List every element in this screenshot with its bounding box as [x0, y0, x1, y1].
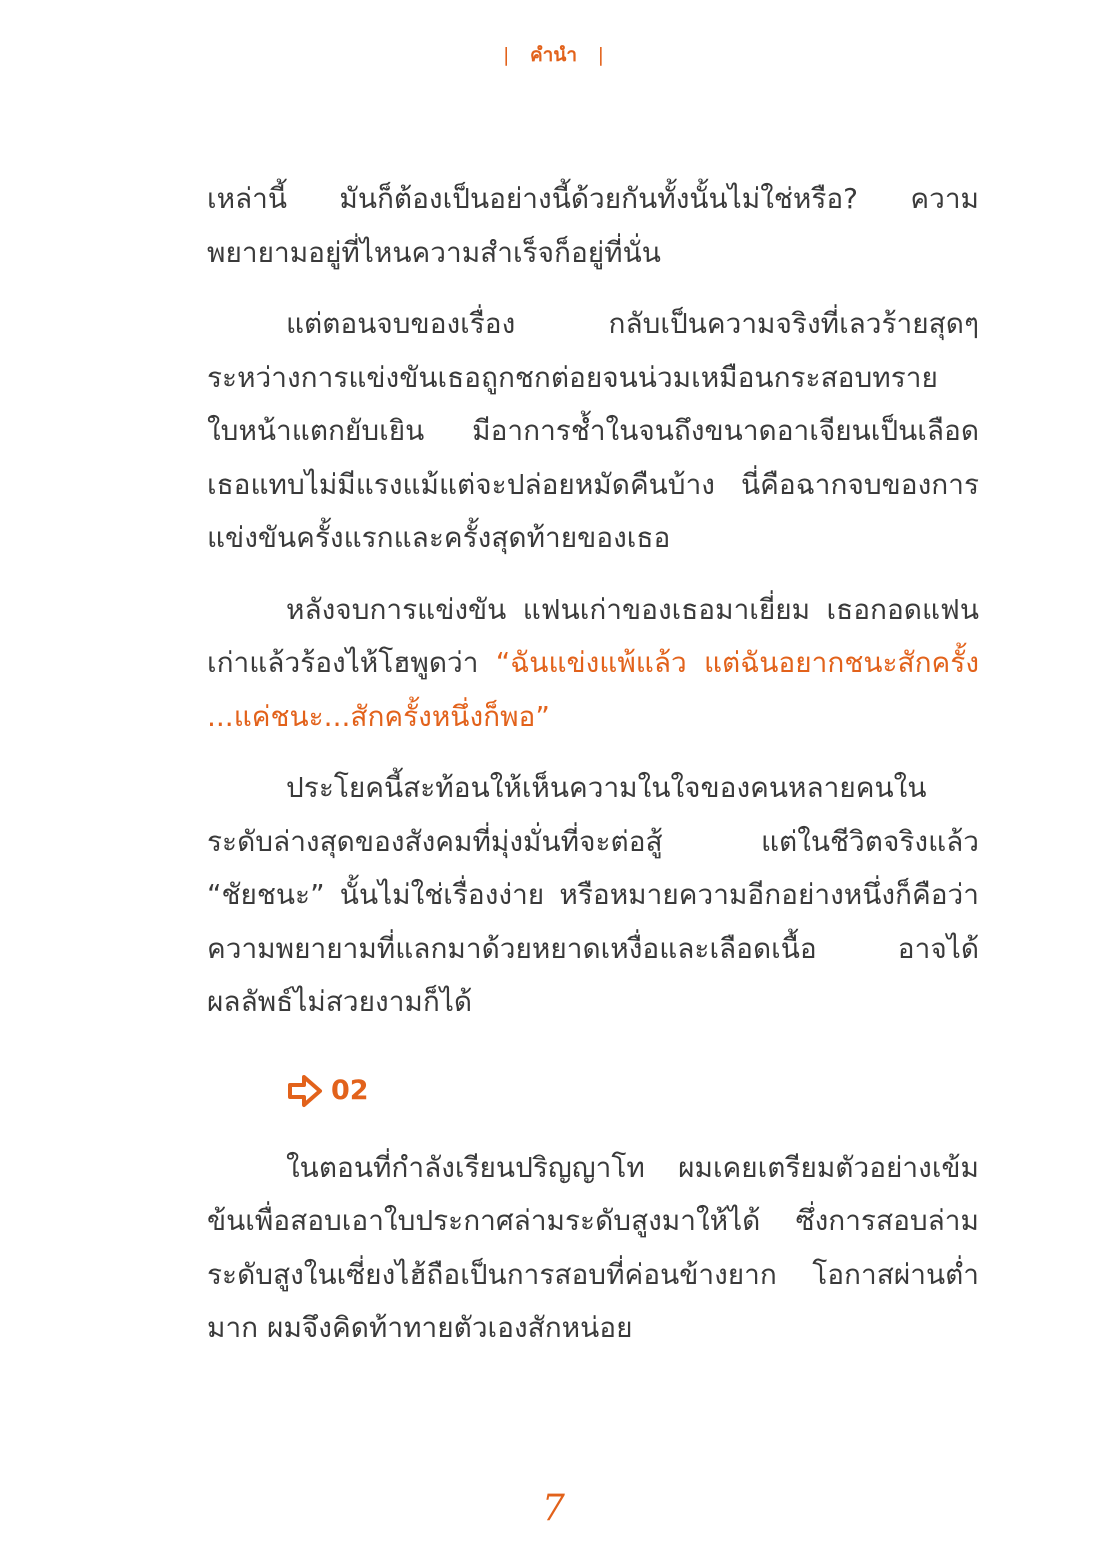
highlighted-quote: “ฉันแข่งแพ้แล้ว แต่ฉันอยากชนะสักครั้ง ...แค่ชนะ...สักครั้งหนึ่งก็พอ” [207, 646, 979, 733]
body-text [207, 172, 979, 1373]
paragraph-3-lead: หลังจบการแข่งขัน แฟนเก่าของเธอมาเยี่ยม เธอกอดแฟนเก่าแล้วร้องไห้โฮพูดว่า [207, 592, 979, 679]
running-header [0, 40, 1107, 70]
page-number: 7 [542, 1488, 565, 1529]
paragraph-5: ในตอนที่กำลังเรียนปริญญาโท ผมเคยเตรียมตัวอย่างเข้มข้นเพื่อสอบเอาใบประกาศล่ามระดับสูงมาให้ได้ ซึ่งการสอบล่ามระดับสูงในเซี่ยงไฮ้ถือเป็นการสอบที่ค่อนข้างยาก โอกาสผ่านต่ำมาก ผมจึงคิดท้าทายตัวเองสักหน่อย [207, 1150, 979, 1344]
section-heading [287, 1071, 979, 1111]
header-divider-left: | [502, 44, 510, 66]
paragraph-4: ประโยคนี้สะท้อนให้เห็นความในใจของคนหลายคนในระดับล่างสุดของสังคมที่มุ่งมั่นที่จะต่อสู้ แต่ในชีวิตจริงแล้ว “ชัยชนะ” นั้นไม่ใช่เรื่องง่าย หรือหมายความอีกอย่างหนึ่งก็คือว่า ความพยายามที่แลกมาด้วยหยาดเหงื่อและเลือดเนื้อ อาจได้ผลลัพธ์ไม่สวยงามก็ได้ [207, 771, 979, 1018]
section-number: 02 [331, 1074, 369, 1106]
paragraph-2: แต่ตอนจบของเรื่อง กลับเป็นความจริงที่เลวร้ายสุดๆ ระหว่างการแข่งขันเธอถูกชกต่อยจนน่วมเหมือนกระสอบทราย ใบหน้าแตกยับเยิน มีอาการช้ำในจนถึงขนาดอาเจียนเป็นเลือด เธอแทบไม่มีแรงแม้แต่จะปล่อยหมัดคืนบ้าง นี่คือฉากจบของการแข่งขันครั้งแรกและครั้งสุดท้ายของเธอ [207, 307, 979, 554]
arrow-right-outline-icon [287, 1074, 323, 1108]
header-title: คำนำ [529, 44, 578, 66]
header-divider-right: | [597, 44, 605, 66]
paragraph-1: เหล่านี้ มันก็ต้องเป็นอย่างนี้ด้วยกันทั้งนั้นไม่ใช่หรือ? ความพยายามอยู่ที่ไหนความสำเร็จก็อยู่ที่นั่น [207, 182, 979, 269]
paragraph-3 [207, 583, 979, 744]
